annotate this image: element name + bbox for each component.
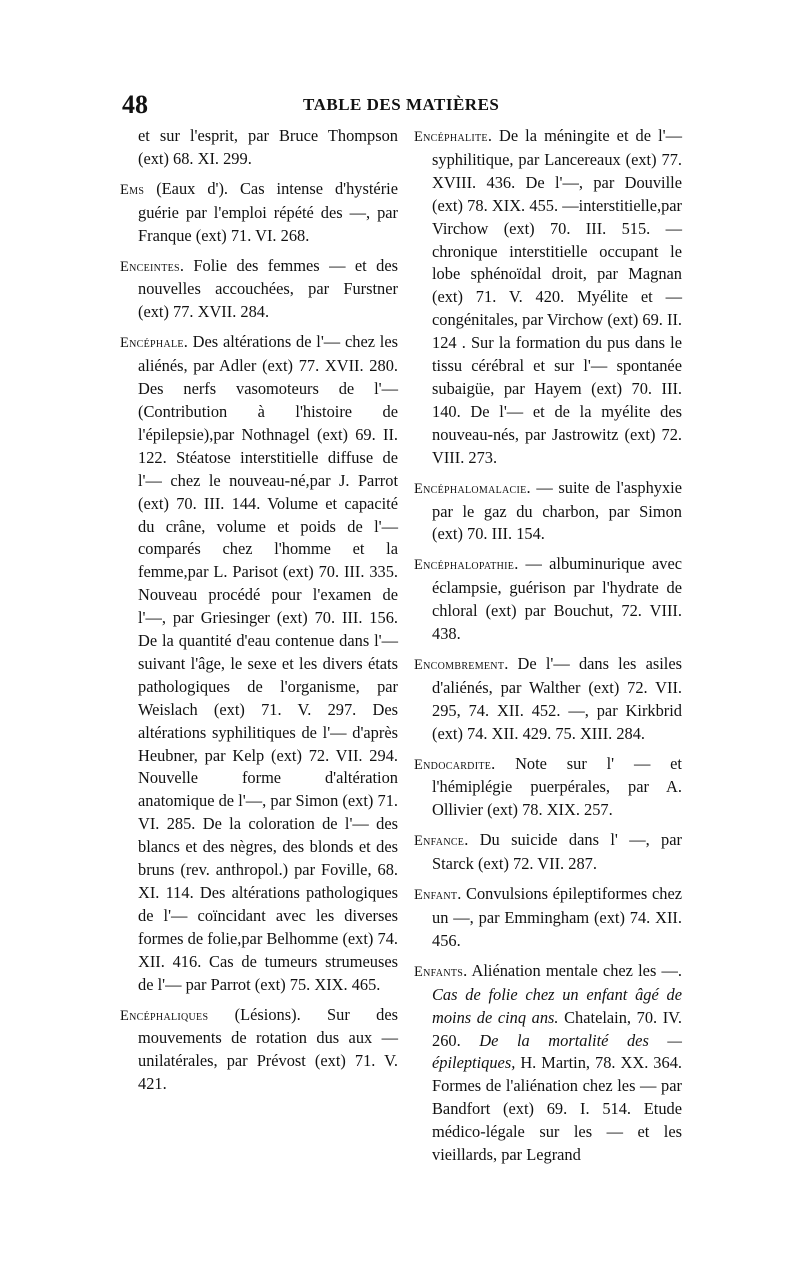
entry-headword: Encéphalite xyxy=(414,129,488,145)
entry-text: Chatelain, 70. IV. 260. xyxy=(432,1007,682,1050)
left-column xyxy=(120,125,398,1103)
entry-text: (Lésions). Sur des mouvements de rotation dus aux — unilatérales, par Prévost (ext) 71. V. 421. xyxy=(138,1004,398,1094)
index-entry xyxy=(120,1004,398,1097)
index-entry: Enfants. Aliénation mentale chez les —. Cas de folie chez un enfant âgé de moins de cinq ans. Chatelain, 70. IV. 260. De la mortalité des — épileptiques, H. Martin, 78. XX. 364. Formes de l'aliénation chez les — par Bandfort (ext) 69. I. 514. Etude médico-légale sur les — et les vieillards, par Legrand xyxy=(414,960,682,1165)
index-entry: Encombrement. De l'— dans les asiles d'aliénés, par Walther (ext) 72. VII. 295, 74. XII. 452. —, par Kirkbrid (ext) 74. XII. 429. 75. XIII. 284. xyxy=(414,653,682,743)
index-entry: Encéphale. Des altérations de l'— chez les aliénés, par Adler (ext) 77. XVII. 280. Des nerfs vasomoteurs de l'— (Contribution à l'histoire de l'épilepsie),par Nothnagel (ext) 69. II. 122. Stéatose interstitielle diffuse de l'— chez le nouveau-né,par J. Parrot (ext) 70. III. 144. Volume et capacité du crâne, volume et poids de l'— comparés chez l'homme et la femme,par L. Parisot (ext) 70. III. 335. Nouveau procédé pour l'examen de l'—, par Griesinger (ext) 70. III. 156. De la quantité d'eau contenue dans l'— suivant l'âge, le sexe et les divers états pathologiques de l'organisme, par Weislach (ext) 71. V. 297. Des altérations syphilitiques de l'— d'après Heubner, par Kelp (ext) 72. VII. 294. Nouvelle forme d'altération anatomique de l'—, par Simon (ext) 71. VI. 285. De la coloration de l'— des blancs et des nègres, des blonds et des bruns (rev. anthropol.) par Foville, 68. XI. 114. Des altérations pathologiques de l'— coïncidant avec les diverses formes de folie,par Belhomme (ext) 74. XII. 416. Cas de tumeurs strumeuses de l'— par Parrot (ext) 75. XIX. 465. xyxy=(120,332,398,994)
entry-text: Folie des femmes — et des nouvelles accouchées, par Furstner (ext) 77. XVII. 284. xyxy=(138,255,398,322)
index-entry: Enceintes. Folie des femmes — et des nouvelles accouchées, par Furstner (ext) 77. XVII. 284. xyxy=(120,255,398,322)
entry-text: — suite de l'asphyxie par le gaz du charbon, par Simon (ext) 70. III. 154. xyxy=(432,477,682,544)
entry-italic-title: De la mortalité des — épileptiques, xyxy=(432,1030,682,1073)
index-entry: Encéphalomalacie. — suite de l'asphyxie par le gaz du charbon, par Simon (ext) 70. III. 154. xyxy=(414,477,682,544)
entry-text: Convulsions épileptiformes chez un —, par Emmingham (ext) 74. XII. 456. xyxy=(432,884,682,950)
entry-text: De l'— dans les asiles d'aliénés, par Walther (ext) 72. VII. 295, 74. XII. 452. —, par Kirkbrid (ext) 74. XII. 429. 75. XIII. 284. xyxy=(432,653,682,743)
running-head: TABLE DES MATIÈRES xyxy=(303,95,500,114)
entry-text: (Eaux d'). Cas intense d'hystérie guérie par l'emploi répété des —, par Franque (ext) 71. VI. 268. xyxy=(138,178,398,245)
index-entry: Encéphalite. De la méningite et de l'— syphilitique, par Lancereaux (ext) 77. XVIII. 436. De l'—, par Douville (ext) 78. XIX. 455. —interstitielle,par Virchow (ext) 70. III. 515. — chronique interstitielle occupant le lobe sphénoïdal droit, par Magnan (ext) 71. V. 420. Myélite et — congénitales, par Virchow (ext) 69. II. 124 . Sur la formation du pus dans le tissu cérébral et sur l'— spontanée subaigüe, par Hayem (ext) 70. III. 140. De l'— et de la myélite des nouveau-nés, par Jastrowitz (ext) 72. VIII. 273. xyxy=(414,126,682,467)
entry-headword: Enceintes xyxy=(120,258,180,275)
entry-headword: Encéphalopathie xyxy=(414,557,515,574)
entry-headword: Enfants xyxy=(414,963,464,980)
entry-text: H. Martin, 78. XX. 364. Formes de l'aliénation chez les — par Bandfort (ext) 69. I. 514. Etude médico-légale sur les — et les vieillards, par Legrand xyxy=(432,1053,682,1165)
index-entry xyxy=(120,178,398,248)
entry-headword: Ems xyxy=(120,181,145,198)
entry-text: — albuminurique avec éclampsie, guérison par l'hydrate de chloral (ext) par Bouchut, 72. VIII. 438. xyxy=(432,554,682,644)
index-entry: Encéphalopathie. — albuminurique avec éclampsie, guérison par l'hydrate de chloral (ext) par Bouchut, 72. VIII. 438. xyxy=(414,554,682,644)
entry-text: et sur l'esprit, par Bruce Thompson (ext) 68. XI. 299. xyxy=(138,126,398,168)
entry-headword: Enfance xyxy=(414,833,465,850)
entry-text: De la méningite et de l'— syphilitique, par Lancereaux (ext) 77. XVIII. 436. De l'—, par Douville (ext) 78. XIX. 455. —interstitielle,par Virchow (ext) 70. III. 515. — chronique interstitielle occupant le lobe sphénoïdal droit, par Magnan (ext) 71. V. 420. Myélite et — congénitales, par Virchow (ext) 69. II. 124 . Sur la formation du pus dans le tissu cérébral et sur l'— spontanée subaigüe, par Hayem (ext) 70. III. 140. De l'— et de la myélite des nouveau-nés, par Jastrowitz (ext) 72. VIII. 273. xyxy=(432,126,682,467)
right-column xyxy=(414,125,682,1174)
entry-text: Note sur l' — et l'hémiplégie puerpérales, par A. Ollivier (ext) 78. XIX. 257. xyxy=(432,753,682,820)
entry-headword: Encéphale xyxy=(120,335,184,352)
index-entry: Endocardite. Note sur l' — et l'hémiplégie puerpérales, par A. Ollivier (ext) 78. XIX. 257. xyxy=(414,753,682,820)
entry-headword: Encéphalomalacie xyxy=(414,480,527,497)
entry-headword: Enfant xyxy=(414,887,458,904)
entry-headword: Endocardite xyxy=(414,756,492,773)
entry-italic-title: Cas de folie chez un enfant âgé de moins de cinq ans. xyxy=(432,984,682,1027)
entry-text: Des altérations de l'— chez les aliénés, par Adler (ext) 77. XVII. 280. Des nerfs vasomoteurs de l'— (Contribution à l'histoire de l'épilepsie),par Nothnagel (ext) 69. II. 122. Stéatose interstitielle diffuse de l'— chez le nouveau-né,par J. Parrot (ext) 70. III. 144. Volume et capacité du crâne, volume et poids de l'— comparés chez l'homme et la femme,par L. Parisot (ext) 70. III. 335. Nouveau procédé pour l'examen de l'—, par Griesinger (ext) 70. III. 156. De la quantité d'eau contenue dans l'— suivant l'âge, le sexe et les divers états pathologiques de l'organisme, par Weislach (ext) 71. V. 297. Des altérations syphilitiques de l'— d'après Heubner, par Kelp (ext) 72. VII. 294. Nouvelle forme d'altération anatomique de l'—, par Simon (ext) 71. VI. 285. De la coloration de l'— des blancs et des nègres, des blonds et des bruns (rev. anthropol.) par Foville, 68. XI. 114. Des altérations pathologiques de l'— coïncidant avec les diverses formes de folie,par Belhomme (ext) 74. XII. 416. Cas de tumeurs strumeuses de l'— par Parrot (ext) 75. XIX. 465. xyxy=(138,332,398,994)
page-number: 48 xyxy=(122,90,148,119)
entry-headword: Encéphaliques xyxy=(120,1007,209,1024)
index-entry: Enfant. Convulsions épileptiformes chez un —, par Emmingham (ext) 74. XII. 456. xyxy=(414,884,682,950)
index-entry xyxy=(120,125,398,171)
index-entry: Enfance. Du suicide dans l' —, par Starck (ext) 72. VII. 287. xyxy=(414,830,682,874)
entry-text: Aliénation mentale chez les —. xyxy=(471,960,682,980)
entry-text: Du suicide dans l' —, par Starck (ext) 72. VII. 287. xyxy=(432,830,682,874)
entry-headword: Encombrement xyxy=(414,656,505,673)
